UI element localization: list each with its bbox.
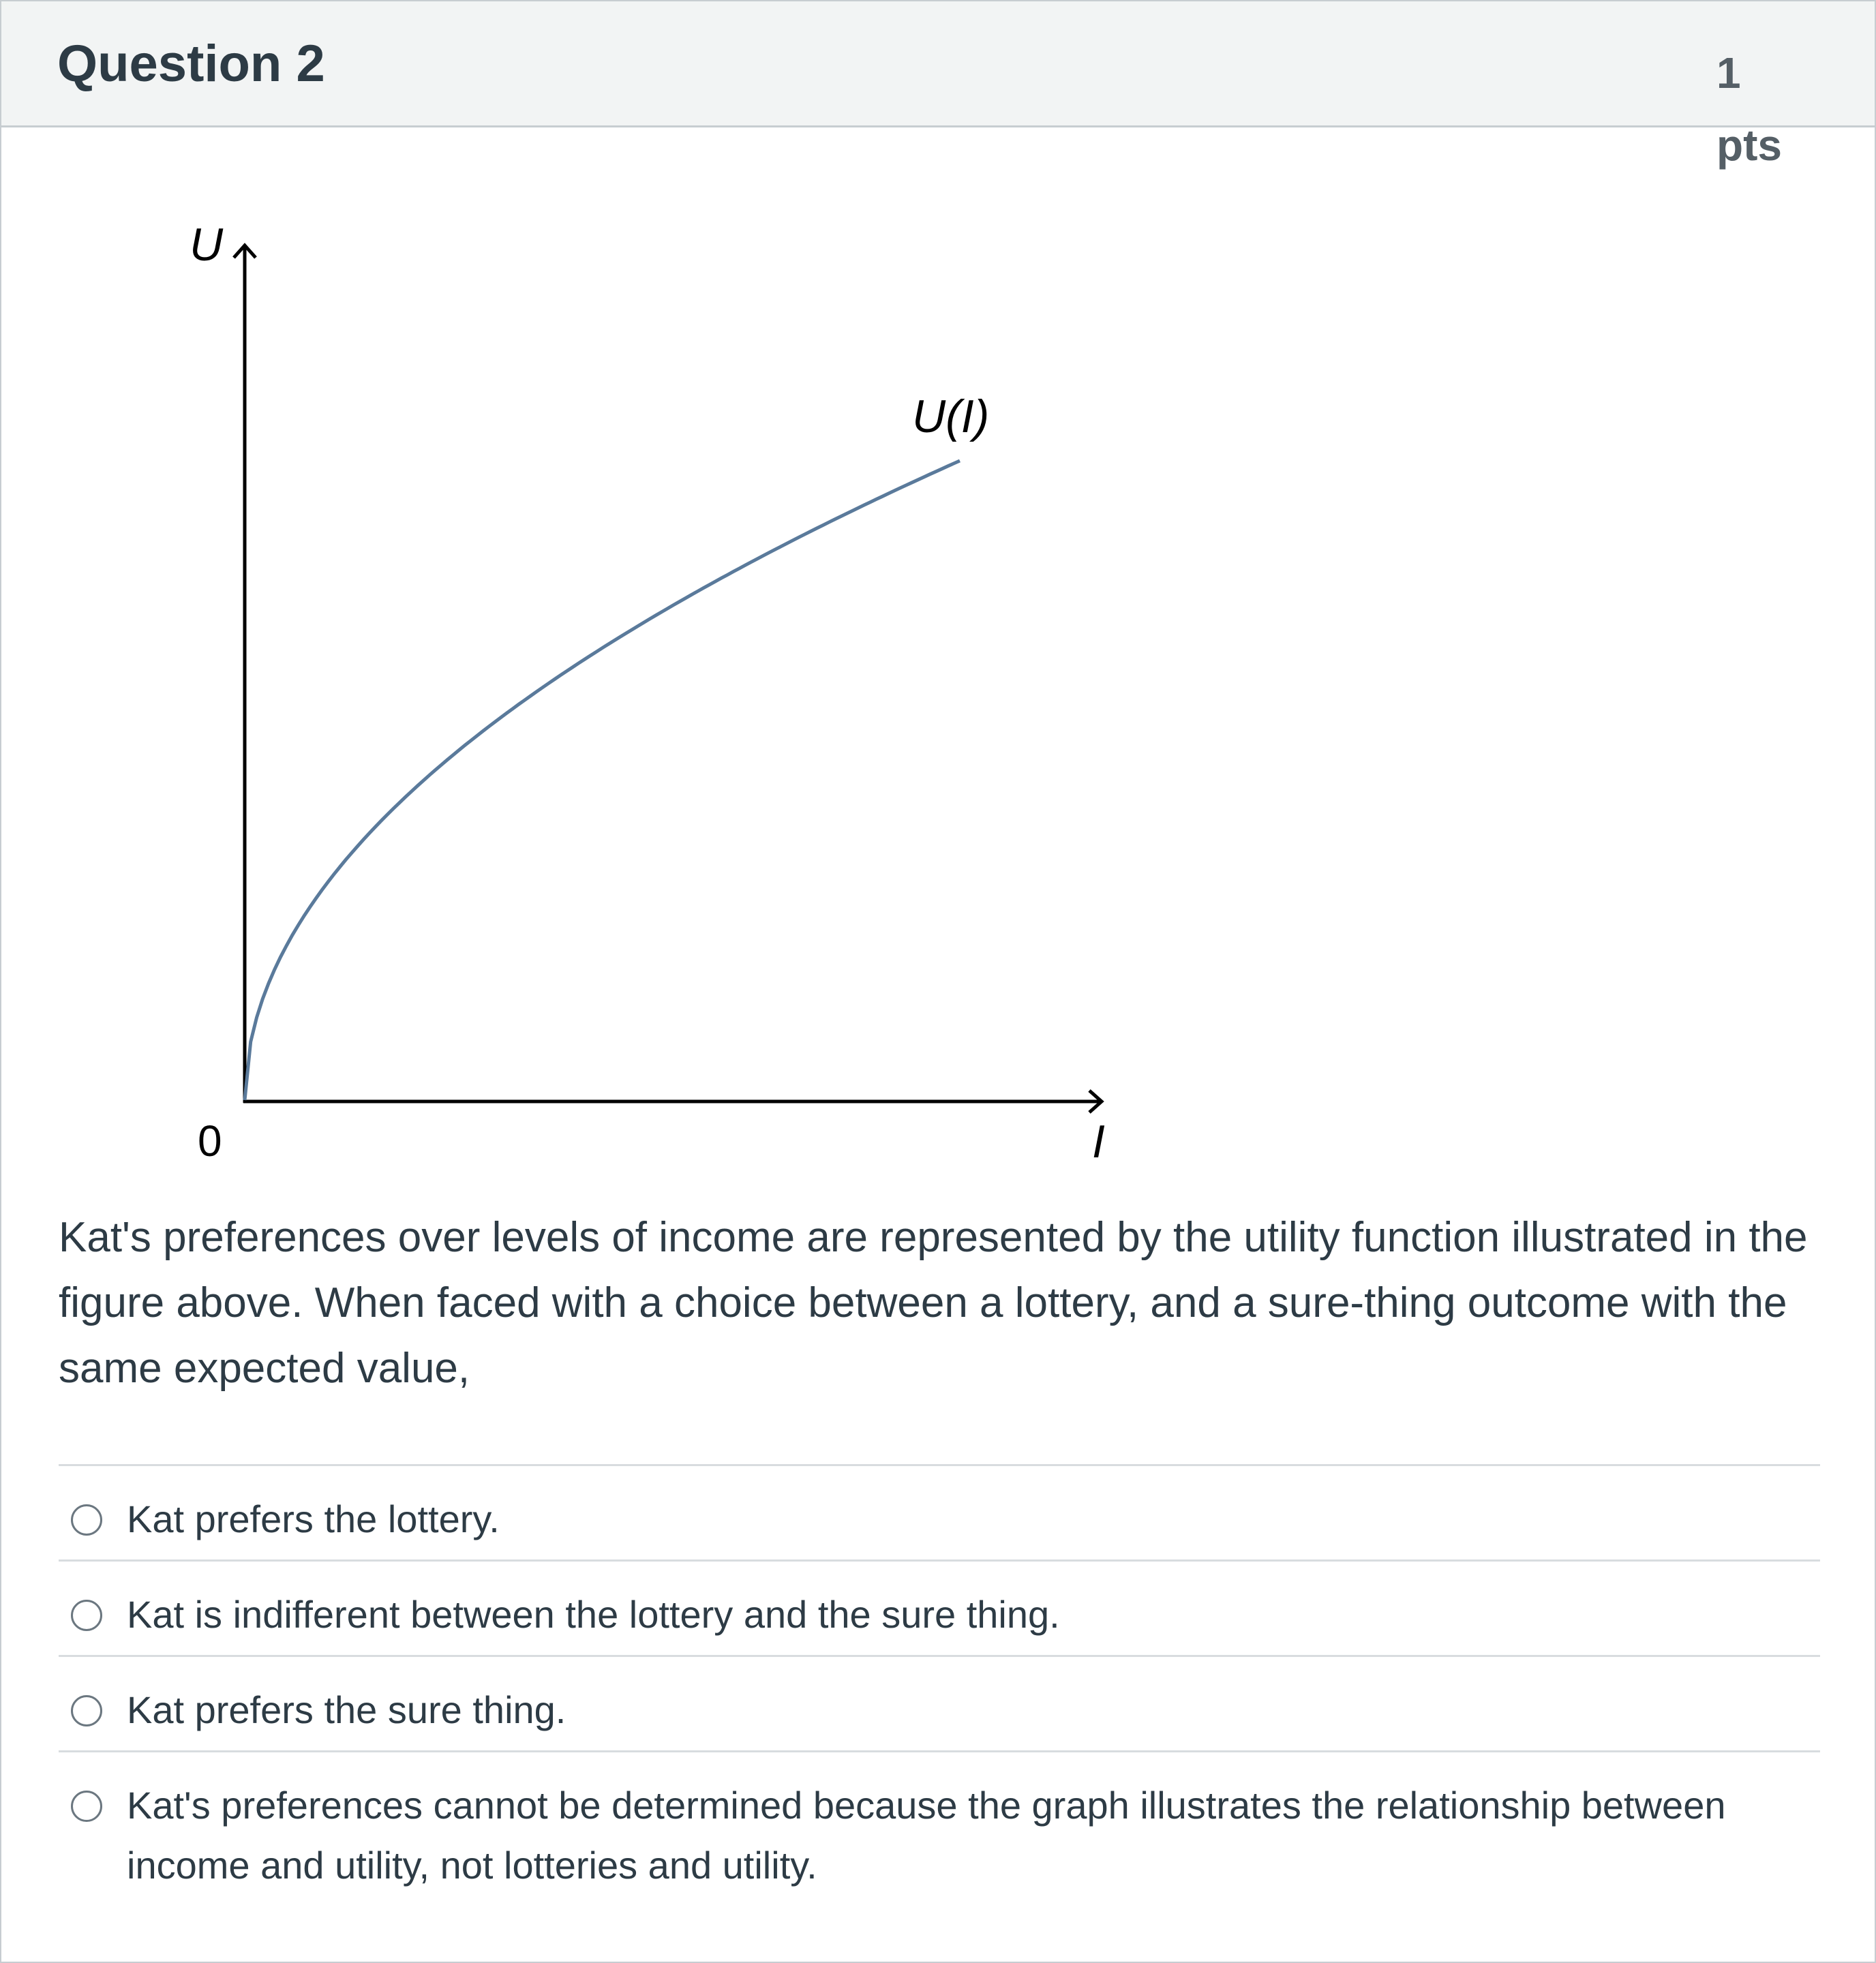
answer-option[interactable] <box>59 1464 1820 1559</box>
utility-graph <box>1 1 1875 1187</box>
points-value: 1 <box>1716 48 1741 97</box>
answer-label[interactable]: Kat is indifferent between the lottery and the sure thing. <box>127 1593 1060 1636</box>
radio-button[interactable] <box>71 1791 102 1822</box>
curve-label: U(I) <box>912 391 990 442</box>
answer-label[interactable]: Kat's preferences cannot be determined because the graph illustrates the relationship between income and utility, not lotteries and utility. <box>127 1784 1726 1887</box>
answer-option[interactable] <box>59 1750 1820 1914</box>
points-unit: pts <box>1716 121 1782 170</box>
radio-button[interactable] <box>71 1695 102 1726</box>
origin-label: 0 <box>198 1116 222 1166</box>
answer-list <box>59 1464 1820 1914</box>
answer-label[interactable]: Kat prefers the sure thing. <box>127 1688 566 1731</box>
y-axis-label: U <box>190 219 224 271</box>
question-title: Question 2 <box>57 35 325 93</box>
answer-label[interactable]: Kat prefers the lottery. <box>127 1497 500 1540</box>
question-text: Kat's preferences over levels of income are represented by the utility function illustrated in the figure above. When faced with a choice between a lottery, and a sure-thing outcome with the same expected value, <box>59 1214 1808 1392</box>
x-axis-label: I <box>1092 1116 1105 1168</box>
radio-button[interactable] <box>71 1504 102 1536</box>
answer-option[interactable] <box>59 1655 1820 1750</box>
radio-button[interactable] <box>71 1600 102 1631</box>
utility-curve <box>245 461 960 1100</box>
answer-option[interactable] <box>59 1559 1820 1655</box>
